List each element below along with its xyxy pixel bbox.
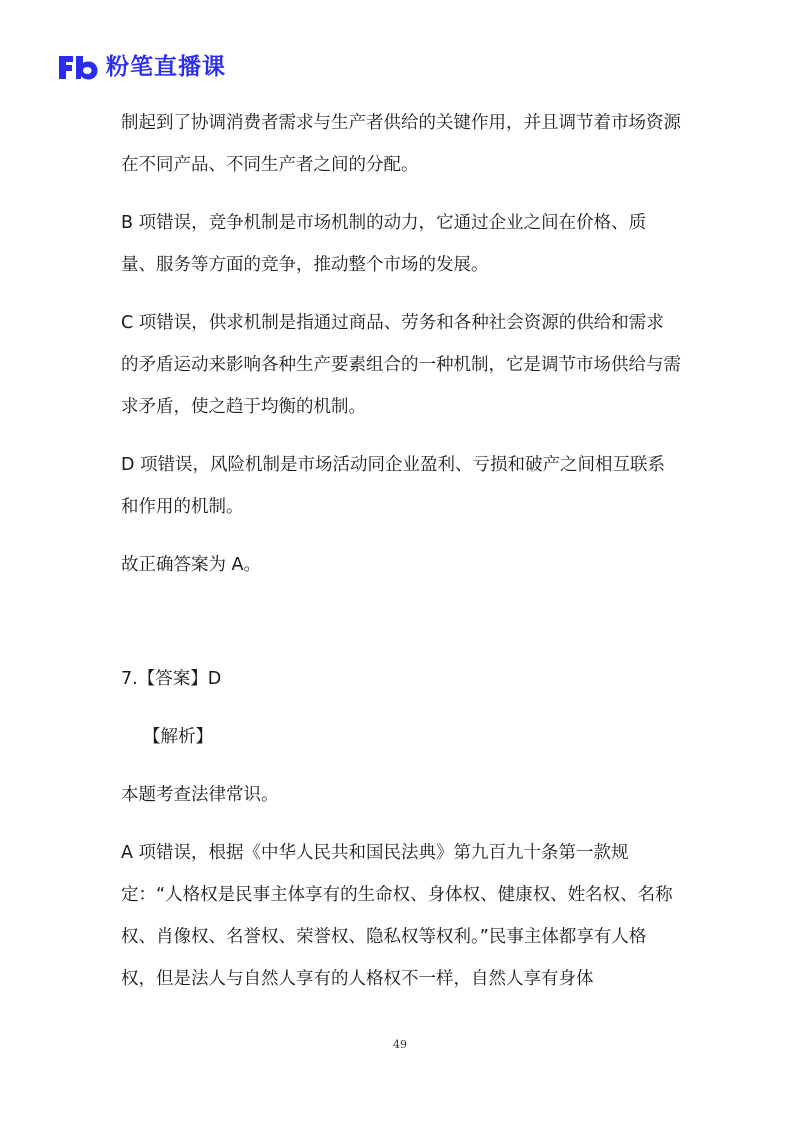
fb-logo-icon xyxy=(56,52,100,82)
document-body xyxy=(121,102,681,1016)
paragraph-option-c: C 项错误，供求机制是指通过商品、劳务和各种社会资源的供给和需求的矛盾运动来影响各种生产要素组合的一种机制，它是调节市场供给与需求矛盾，使之趋于均衡的机制。 xyxy=(121,313,681,417)
page-number: 49 xyxy=(393,1038,407,1051)
paragraph-topic: 本题考查法律常识。 xyxy=(121,785,279,805)
page-header xyxy=(56,50,226,84)
paragraph-market-allocation: 制起到了协调消费者需求与生产者供给的关键作用，并且调节着市场资源在不同产品、不同生产者之间的分配。 xyxy=(121,113,681,175)
answer-heading: 7.【答案】D xyxy=(121,669,222,689)
paragraph-option-a: A 项错误，根据《中华人民共和国民法典》第九百九十条第一款规定：“人格权是民事主体享有的生命权、身体权、健康权、姓名权、名称权、肖像权、名誉权、荣誉权、隐私权等权利。”民事主体都享有人格权，但是法人与自然人享有的人格权不一样，自然人享有身体 xyxy=(121,843,673,989)
paragraph-correct-answer: 故正确答案为 A。 xyxy=(121,555,262,575)
brand-name: 粉笔直播课 xyxy=(106,54,226,80)
analysis-heading: 【解析】 xyxy=(143,727,213,747)
paragraph-option-b: B 项错误，竞争机制是市场机制的动力，它通过企业之间在价格、质量、服务等方面的竞争，推动整个市场的发展。 xyxy=(121,213,647,275)
paragraph-option-d: D 项错误，风险机制是市场活动同企业盈利、亏损和破产之间相互联系和作用的机制。 xyxy=(121,455,666,517)
